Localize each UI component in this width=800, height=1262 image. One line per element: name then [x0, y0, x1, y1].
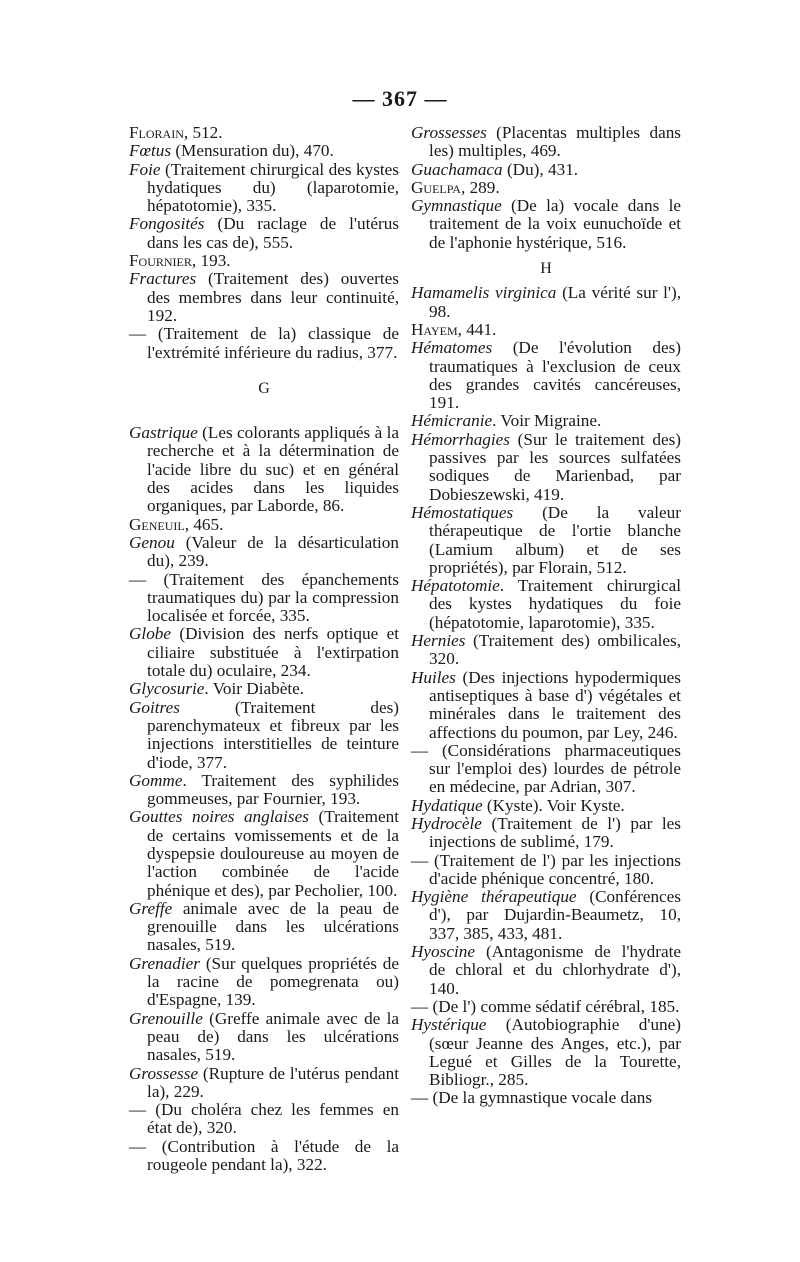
index-entry [129, 680, 399, 698]
index-entry [411, 998, 681, 1016]
entry-heading: Hydrocèle [411, 813, 482, 833]
index-entry [411, 632, 681, 669]
entry-text: (Traitement de la) classique de l'extrémité inférieure du radius, 377. [146, 324, 399, 362]
index-column-left [129, 124, 399, 1174]
index-entry [129, 900, 399, 955]
index-entry [411, 179, 681, 197]
entry-heading: Hydatique [411, 795, 483, 815]
entry-heading: Hémicranie [411, 411, 493, 431]
index-entry [129, 1101, 399, 1138]
entry-text: , 512. [183, 123, 223, 142]
index-entry [129, 625, 399, 680]
entry-text: (Division des nerfs optique et ciliaire substituée à l'extirpation totale du) oculaire, 234. [147, 624, 399, 681]
index-entry [129, 424, 399, 515]
index-entry [411, 412, 681, 430]
index-entry [411, 888, 681, 943]
entry-heading: — [129, 324, 147, 344]
entry-text: (Conférences d'), par Dujardin-Beaumetz, 10, 337, 385, 433, 481. [429, 887, 681, 943]
index-entry [411, 321, 681, 339]
entry-text: (Les colorants appliqués à la recherche et à la détermination de l'acide libre du suc) et en général des acides dans les liquides organiques, par Laborde, 86. [147, 423, 399, 516]
entry-text: (Du), 431. [502, 159, 579, 179]
entry-heading: Hamamelis virginica [411, 283, 557, 303]
entry-text: (Placentas multiples dans les) multiples, 469. [429, 123, 681, 161]
entry-heading: Hygiène thérapeutique [411, 887, 577, 907]
index-entry [129, 1138, 399, 1175]
entry-text: (Kyste). Voir Kyste. [482, 795, 625, 815]
entry-heading: Foie [129, 159, 161, 179]
section-letter: G [258, 379, 270, 397]
entry-heading: Huiles [411, 667, 456, 687]
entry-heading: Hyoscine [411, 942, 475, 962]
index-entry [411, 284, 681, 321]
entry-heading: Goitres [129, 697, 180, 717]
entry-heading: Guachamaca [411, 159, 503, 179]
entry-text: (De la) vocale dans le traitement de la voix eunuchoïde et de l'aphonie hystérique, 516. [429, 196, 681, 252]
index-column-right [411, 124, 681, 1108]
entry-heading: — [129, 569, 147, 589]
entry-heading: Guelpa [411, 177, 461, 197]
section-letter: H [540, 260, 552, 278]
entry-heading: Fournier [129, 251, 192, 271]
entry-text: (Des injections hypodermiques antiseptiques à base d') végétales et minérales dans le traitement des affections du poumon, par Ley, 246. [429, 667, 681, 742]
entry-text: (De l'évolution des) traumatiques à l'exclusion de ceux des grandes cavités cancéreuses, 191. [429, 338, 681, 413]
entry-text: (Sur le traitement des) passives par les sources sulfatées sodiques de Marienbad, par Dobieszewski, 419. [429, 429, 681, 504]
index-entry [411, 1016, 681, 1089]
entry-text: (La vérité sur l'), 98. [429, 283, 681, 321]
entry-text: (Traitement de certains vomissements et de la dyspepsie douloureuse au moyen de l'action combinée de l'acide phénique et des), par Pecholier, 100. [147, 807, 400, 900]
entry-heading: Globe [129, 624, 172, 644]
entry-text: (Traitement des) ouvertes des membres dans leur continuité, 192. [147, 269, 399, 325]
index-entry [129, 215, 399, 252]
index-entry [129, 1065, 399, 1102]
entry-heading: Gouttes noires anglaises [129, 807, 309, 827]
entry-heading: Florain [129, 123, 184, 142]
entry-text: (Contribution à l'étude de la rougeole pendant la), 322. [146, 1136, 399, 1175]
entry-text: (Sur quelques propriétés de la racine de pomegrenata ou) d'Espagne, 139. [147, 953, 399, 1010]
entry-heading: Fœtus [129, 141, 172, 161]
index-entry [129, 252, 399, 270]
index-entry [129, 534, 399, 571]
entry-heading: Hernies [411, 631, 466, 651]
index-entry [129, 1010, 399, 1065]
index-entry [411, 943, 681, 998]
index-entry [411, 742, 681, 797]
entry-heading: Hémorrhagies [411, 429, 510, 449]
entry-text: . Voir Migraine. [492, 411, 602, 431]
entry-heading: Genou [129, 532, 175, 552]
index-entry [129, 124, 399, 142]
entry-text: (De la valeur thérapeutique de l'ortie blanche (Lamium album) et de ses propriétés), par Florain, 512. [429, 502, 681, 577]
index-entry [129, 955, 399, 1010]
entry-heading: — [411, 850, 429, 870]
index-entry [129, 142, 399, 160]
index-entry [411, 197, 681, 252]
entry-heading: Geneuil [129, 514, 185, 534]
entry-heading: Hématomes [411, 338, 493, 358]
entry-text: (Du choléra chez les femmes en état de), 320. [146, 1100, 399, 1138]
entry-text: (Traitement des) parenchymateux et fibreux par les injections interstitielles de teinture d'iode, 377. [147, 697, 399, 772]
index-entry [411, 504, 681, 577]
entry-heading: Grossesse [129, 1063, 199, 1083]
entry-text: animale avec de la peau de grenouille dans les ulcérations nasales, 519. [147, 898, 399, 955]
entry-heading: — [411, 740, 429, 760]
entry-heading: Hémostatiques [411, 502, 514, 522]
index-entry [129, 699, 399, 772]
index-entry [411, 815, 681, 852]
index-entry [129, 571, 399, 626]
index-entry [411, 1089, 681, 1107]
entry-text: . Traitement des syphilides gommeuses, par Fournier, 193. [147, 770, 399, 809]
entry-heading: Glycosurie [129, 679, 205, 699]
page-number: — 367 — [352, 86, 448, 111]
index-entry [411, 669, 681, 742]
entry-heading: Gymnastique [411, 196, 502, 216]
entry-text: . Voir Diabète. [204, 679, 305, 699]
entry-heading: Grossesses [411, 123, 487, 142]
entry-heading: Grenouille [129, 1008, 203, 1028]
entry-heading: Hépatotomie [411, 576, 500, 596]
entry-heading: Hystérique [411, 1015, 487, 1035]
entry-text: (De l') comme sédatif cérébral, 185. [428, 996, 680, 1016]
index-entry [129, 772, 399, 809]
index-entry [411, 852, 681, 889]
index-entry [411, 577, 681, 632]
entry-text: (Mensuration du), 470. [171, 141, 334, 161]
entry-text: (Antagonisme de l'hydrate de chloral et du chlorhydrate d'), 140. [429, 942, 681, 998]
entry-text: , 193. [191, 251, 231, 271]
entry-heading: — [129, 1100, 147, 1120]
entry-heading: Fractures [129, 269, 197, 289]
index-entry [129, 325, 399, 362]
entry-heading: — [411, 996, 429, 1016]
entry-text: (De la gymnastique vocale dans [428, 1088, 653, 1108]
entry-text: (Traitement chirurgical des kystes hydatiques du) (laparotomie, hépatotomie), 335. [147, 159, 399, 216]
entry-heading: Gastrique [129, 423, 198, 443]
index-entry [411, 797, 681, 815]
entry-heading: Hayem [411, 319, 458, 339]
entry-heading: Fongosités [129, 214, 205, 234]
entry-text: (Considérations pharmaceutiques sur l'emploi des) lourdes de pétrole en médecine, par Adrian, 307. [428, 740, 681, 797]
entry-heading: — [411, 1088, 429, 1108]
index-entry [411, 161, 681, 179]
entry-text: , 289. [460, 177, 500, 197]
entry-text: (Autobiographie d'une) (sœur Jeanne des Anges, etc.), par Legué et Gilles de la Tourette, Bibliogr., 285. [429, 1015, 681, 1090]
index-entry [411, 431, 681, 504]
entry-heading: — [129, 1136, 147, 1156]
index-entry [129, 808, 399, 899]
index-entry [129, 270, 399, 325]
entry-text: . Traitement chirurgical des kystes hydatiques du foie (hépatotomie, laparotomie), 335. [429, 576, 681, 632]
entry-text: (Du raclage de l'utérus dans les cas de), 555. [147, 214, 399, 252]
entry-text: (Traitement des) ombilicales, 320. [429, 631, 681, 669]
index-entry [129, 516, 399, 534]
entry-text: (Valeur de la désarticulation du), 239. [147, 532, 399, 571]
entry-text: (Traitement de l') par les injections d'acide phénique concentré, 180. [428, 850, 681, 888]
entry-text: (Traitement de l') par les injections de sublimé, 179. [429, 813, 681, 852]
entry-text: (Traitement des épanchements traumatiques du) par la compression localisée et forcée, 335. [146, 569, 399, 626]
index-entry [129, 161, 399, 216]
entry-text: (Greffe animale avec de la peau de) dans les ulcérations nasales, 519. [147, 1008, 399, 1065]
index-entry [411, 124, 681, 161]
index-entry [411, 339, 681, 412]
entry-text: (Rupture de l'utérus pendant la), 229. [147, 1063, 399, 1101]
entry-text: , 465. [184, 514, 224, 534]
entry-text: , 441. [457, 319, 497, 339]
entry-heading: Grenadier [129, 953, 200, 973]
entry-heading: Greffe [129, 898, 173, 918]
entry-heading: Gomme [129, 770, 183, 790]
